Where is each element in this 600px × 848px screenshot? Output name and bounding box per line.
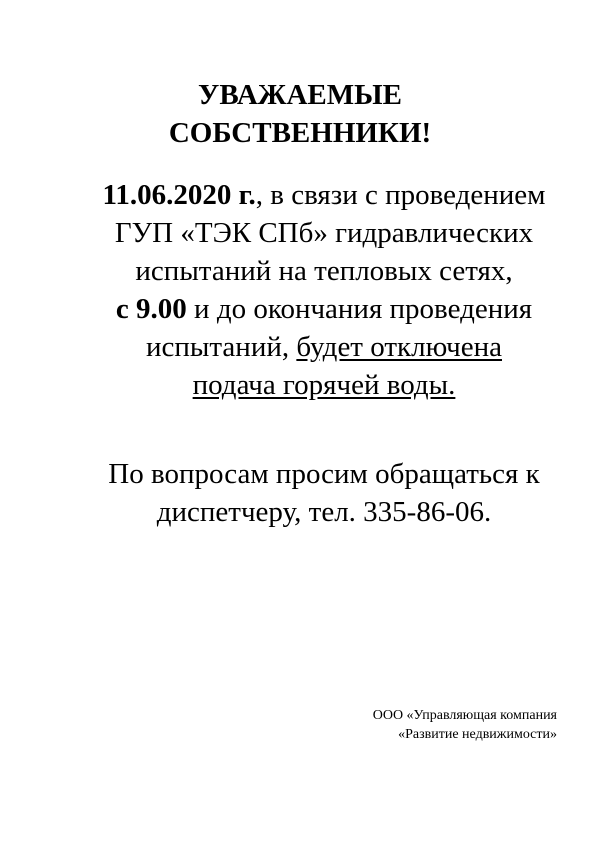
notice-line-3: испытаний на тепловых сетях,: [135, 255, 513, 287]
company-signature: [373, 706, 557, 744]
notice-date: 11.06.2020 г.: [102, 179, 256, 211]
notice-line-5-text: испытаний,: [146, 331, 297, 363]
title-line-2: СОБСТВЕННИКИ!: [168, 117, 432, 149]
contact-info: [0, 455, 600, 531]
contact-line-2: диспетчеру, тел. 335-86-06.: [156, 496, 492, 528]
notice-shutoff-emphasis-1: будет отключена: [296, 331, 502, 363]
signature-line-2: «Развитие недвижимости»: [398, 727, 557, 742]
notice-line-4-text: и до окончания проведения: [186, 293, 533, 325]
notice-line-2: ГУП «ТЭК СПб» гидравлических: [114, 217, 534, 249]
notice-line-1-text: , в связи с проведением: [255, 179, 546, 211]
title-line-1: УВАЖАЕМЫЕ: [198, 79, 402, 111]
notice-body: [0, 176, 600, 404]
contact-line-1: По вопросам просим обращаться к: [108, 458, 540, 490]
notice-line-4: [0, 290, 600, 328]
notice-line-6: [0, 366, 600, 404]
notice-line-5: [0, 328, 600, 366]
notice-line-1: [0, 176, 600, 214]
notice-start-time: с 9.00: [115, 293, 187, 325]
page-title: [0, 76, 600, 152]
notice-shutoff-emphasis-2: подача горячей воды.: [192, 369, 456, 401]
signature-line-1: ООО «Управляющая компания: [372, 708, 557, 723]
